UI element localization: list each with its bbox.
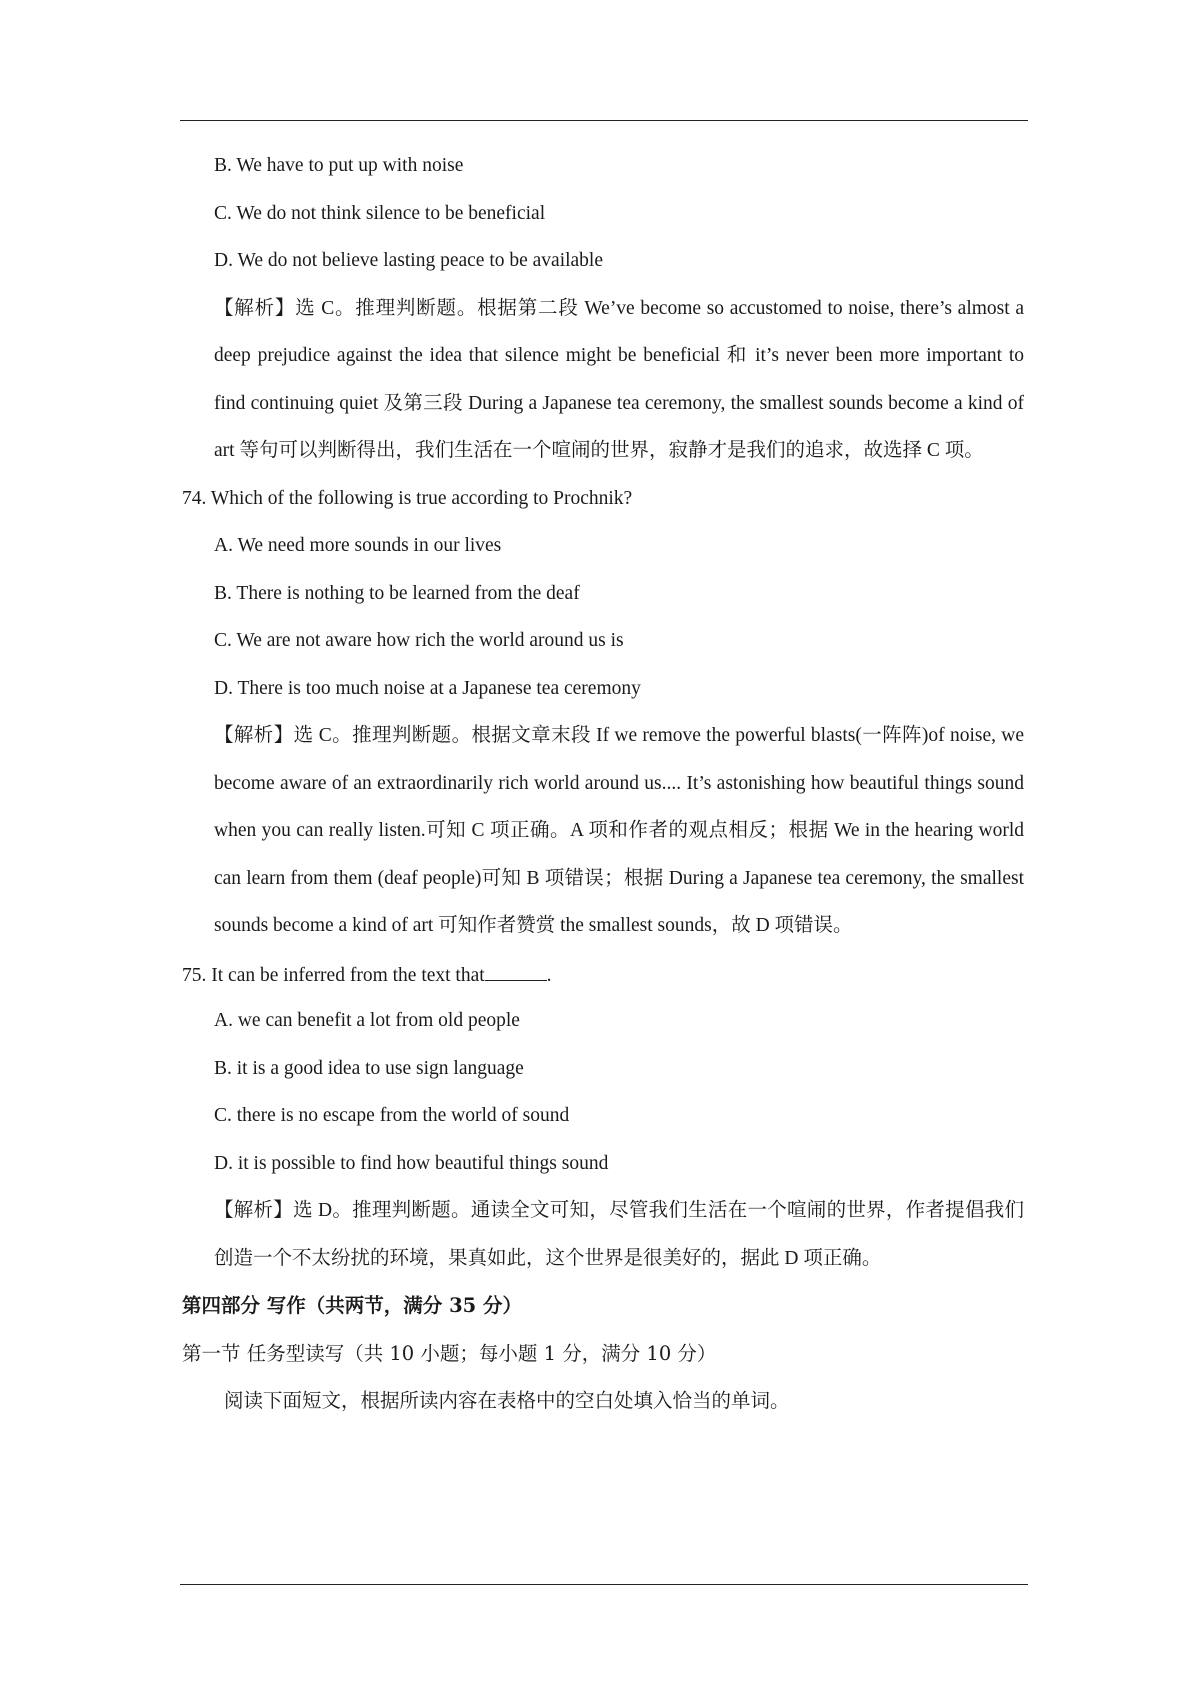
q73-option-b: B. We have to put up with noise bbox=[214, 155, 464, 176]
footer-rule bbox=[180, 1584, 1028, 1585]
q74-option-b: B. There is nothing to be learned from the deaf bbox=[214, 582, 580, 604]
part4-section1-title: 第一节 任务型读写（共 10 小题；每小题 1 分，满分 10 分） bbox=[182, 1341, 717, 1365]
q75-option-d: D. it is possible to find how beautiful things sound bbox=[214, 1152, 609, 1174]
q75-option-b: B. it is a good idea to use sign language bbox=[214, 1057, 524, 1079]
q74-option-c: C. We are not aware how rich the world around us is bbox=[214, 630, 624, 651]
part4-title: 第四部分 写作（共两节，满分 35 分） bbox=[182, 1294, 523, 1317]
part4-instruction: 阅读下面短文，根据所读内容在表格中的空白处填入恰当的单词。 bbox=[224, 1389, 790, 1412]
q73-analysis: 【解析】选 C。推理判断题。根据第二段 We’ve become so accustomed to noise, there’s almost a deep prejudice against the idea that silence might be beneficial 和 it’s never been more important to find continuing quiet 及第三段 During a Japanese tea ceremony, the smallest sounds become a kind of art 等句可以判断得出，我们生活在一个喧闹的世界，寂静才是我们的追求，故选择 C 项。 bbox=[214, 297, 1024, 461]
q75-option-c: C. there is no escape from the world of sound bbox=[214, 1105, 570, 1126]
q73-option-c: C. We do not think silence to be beneficial bbox=[214, 202, 546, 224]
q74-analysis: 【解析】选 C。推理判断题。根据文章末段 If we remove the powerful blasts(一阵阵)of noise, we become aware of an extraordinarily rich world around us.... It’s astonishing how beautiful things sound when you can really listen.可知 C 项正确。A 项和作者的观点相反；根据 We in the hearing world can learn from them (deaf people)可知 B 项错误；根据 During a Japanese tea ceremony, the smallest sounds become a kind of art 可知作者赞赏 the smallest sounds，故 D 项错误。 bbox=[214, 725, 1024, 936]
q74-stem: 74. Which of the following is true according to Prochnik? bbox=[182, 487, 633, 509]
q73-option-d: D. We do not believe lasting peace to be available bbox=[214, 250, 604, 271]
q75-stem-text: 75. It can be inferred from the text that bbox=[182, 964, 485, 986]
q75-analysis: 【解析】选 D。推理判断题。通读全文可知，尽管我们生活在一个喧闹的世界，作者提倡我们创造一个不太纷扰的环境，果真如此，这个世界是很美好的，据此 D 项正确。 bbox=[214, 1200, 1024, 1269]
q74-option-d: D. There is too much noise at a Japanese tea ceremony bbox=[214, 677, 641, 699]
q75-stem bbox=[0, 950, 1200, 998]
q75-option-a: A. we can benefit a lot from old people bbox=[214, 1010, 520, 1031]
page-content bbox=[0, 142, 1200, 1425]
q75-answer-blank bbox=[485, 950, 547, 981]
q75-stem-period: . bbox=[546, 964, 552, 986]
q74-option-a: A. We need more sounds in our lives bbox=[214, 535, 502, 556]
header-rule bbox=[180, 120, 1028, 121]
